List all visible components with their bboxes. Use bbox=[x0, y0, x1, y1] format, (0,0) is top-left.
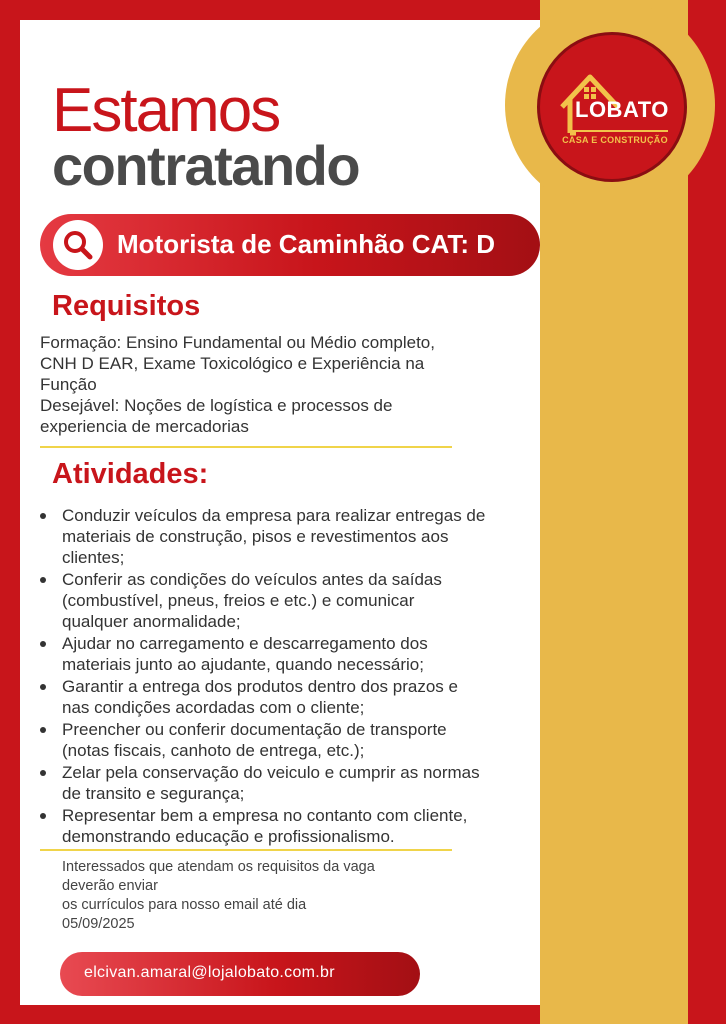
search-icon bbox=[53, 220, 103, 270]
item-line: (combustível, pneus, freios e etc.) e comunicar bbox=[62, 591, 415, 610]
requirements-line: Desejável: Noções de logística e processos de bbox=[40, 396, 393, 415]
item-line: Ajudar no carregamento e descarregamento dos bbox=[62, 634, 428, 653]
item-line: Garantir a entrega dos produtos dentro dos prazos e bbox=[62, 677, 458, 696]
divider bbox=[40, 446, 452, 448]
item-line: materiais junto ao ajudante, quando necessário; bbox=[62, 655, 424, 674]
activities-heading: Atividades: bbox=[52, 458, 209, 490]
divider bbox=[40, 849, 452, 851]
requirements-line: CNH D EAR, Exame Toxicológico e Experiência na bbox=[40, 354, 425, 373]
headline-line-2: contratando bbox=[52, 134, 360, 197]
bullet-icon bbox=[40, 813, 46, 819]
logo-subtitle: CASA E CONSTRUÇÃO bbox=[562, 135, 668, 145]
item-line: Preencher ou conferir documentação de transporte bbox=[62, 720, 447, 739]
item-line: materiais de construção, pisos e revestimentos aos bbox=[62, 527, 449, 546]
item-line: qualquer anormalidade; bbox=[62, 612, 241, 631]
bullet-icon bbox=[40, 641, 46, 647]
search-icon-badge bbox=[53, 220, 103, 270]
list-item bbox=[40, 719, 540, 761]
requirements-heading: Requisitos bbox=[52, 290, 201, 322]
company-logo bbox=[537, 32, 687, 182]
job-title: Motorista de Caminhão CAT: D bbox=[117, 229, 495, 259]
bullet-icon bbox=[40, 577, 46, 583]
bullet-icon bbox=[40, 727, 46, 733]
list-item bbox=[40, 633, 540, 675]
requirements-line: experiencia de mercadorias bbox=[40, 417, 249, 436]
logo-name: LOBATO bbox=[575, 97, 669, 122]
requirements-text bbox=[40, 332, 520, 437]
activities-list bbox=[40, 505, 540, 848]
deadline-date: 05/09/2025 bbox=[62, 916, 135, 932]
email-link[interactable] bbox=[60, 952, 420, 996]
list-item bbox=[40, 569, 540, 632]
list-item bbox=[40, 762, 540, 804]
headline-line-1: Estamos bbox=[52, 76, 280, 145]
item-line: de transito e segurança; bbox=[62, 784, 245, 803]
item-line: Conduzir veículos da empresa para realizar entregas de bbox=[62, 506, 486, 525]
item-line: clientes; bbox=[62, 548, 125, 567]
list-item bbox=[40, 805, 540, 847]
instructions-line: deverão enviar bbox=[62, 878, 158, 894]
requirements-line: Função bbox=[40, 375, 97, 394]
item-line: (notas fiscais, canhoto de entrega, etc.); bbox=[62, 741, 365, 760]
bullet-icon bbox=[40, 770, 46, 776]
list-item bbox=[40, 676, 540, 718]
item-line: Zelar pela conservação do veiculo e cumprir as normas bbox=[62, 763, 480, 782]
item-line: Representar bem a empresa no contanto com cliente, bbox=[62, 806, 468, 825]
requirements-line: Formação: Ensino Fundamental ou Médio completo, bbox=[40, 333, 435, 352]
item-line: nas condições acordadas com o cliente; bbox=[62, 698, 365, 717]
item-line: Conferir as condições do veículos antes da saídas bbox=[62, 570, 442, 589]
instructions-line: Interessados que atendam os requisitos da vaga bbox=[62, 859, 375, 875]
job-title-banner bbox=[40, 214, 540, 276]
application-instructions bbox=[62, 858, 462, 934]
email-address[interactable]: elcivan.amaral@lojalobato.com.br bbox=[84, 964, 335, 981]
instructions-line: os currículos para nosso email até dia bbox=[62, 897, 307, 913]
list-item bbox=[40, 505, 540, 568]
bullet-icon bbox=[40, 513, 46, 519]
item-line: demonstrando educação e profissionalismo. bbox=[62, 827, 395, 846]
bullet-icon bbox=[40, 684, 46, 690]
